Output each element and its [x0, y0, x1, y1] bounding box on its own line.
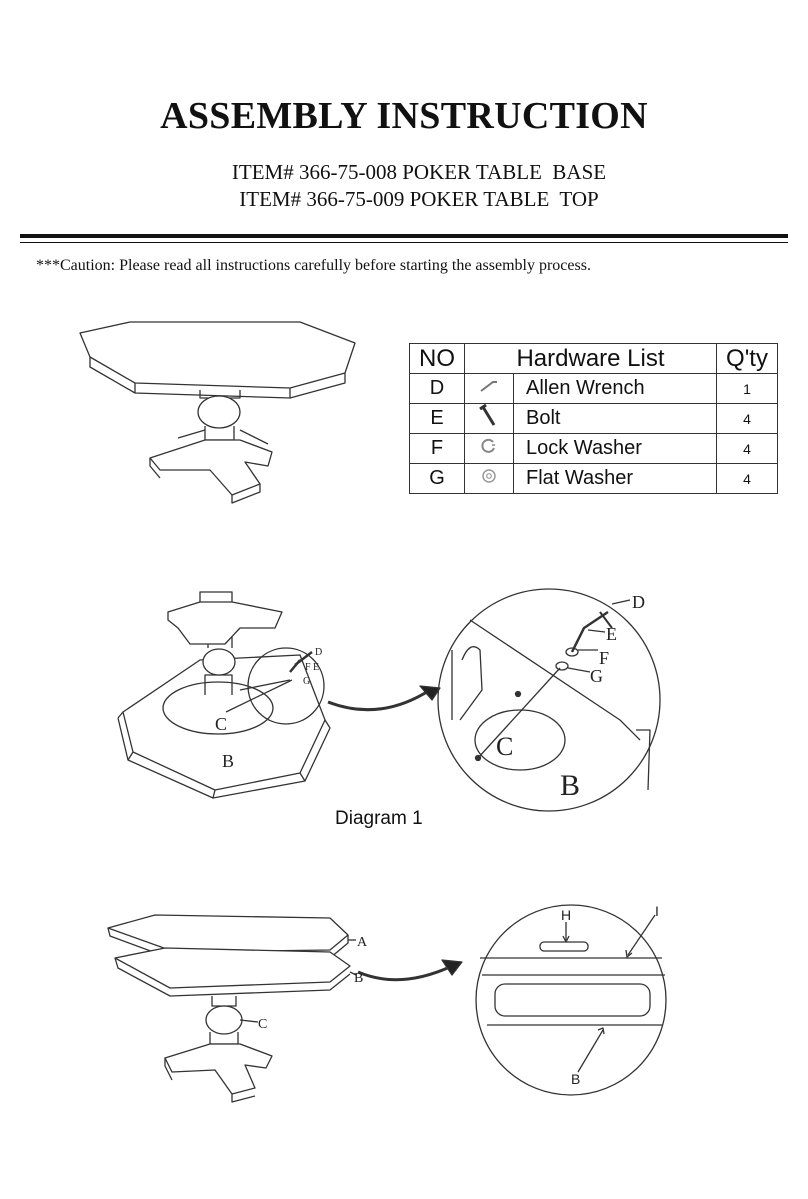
hardware-no: F [410, 434, 465, 464]
page-title: ASSEMBLY INSTRUCTION [160, 95, 648, 137]
item-base-line: ITEM# 366-75-008 POKER TABLE BASE [231, 160, 607, 184]
zoom1-label-e: E [606, 624, 617, 644]
zoom2-label-b: B [571, 1071, 581, 1087]
zoom1-label-b: B [560, 769, 581, 802]
hardware-qty: 4 [717, 464, 778, 494]
diagram2-label-c: C [258, 1017, 268, 1032]
zoom1-label-f: F [599, 648, 610, 668]
diagram2-zoom-detail [476, 905, 666, 1095]
hardware-no: D [410, 374, 465, 404]
hardware-qty: 4 [717, 404, 778, 434]
assembled-table-illustration [80, 322, 355, 503]
diagram1-label-e: E [313, 662, 320, 673]
item-top-line: ITEM# 366-75-009 POKER TABLE TOP [239, 187, 599, 211]
diagram1-label-d: D [315, 647, 323, 658]
zoom1-label-g: G [590, 666, 603, 686]
diagram1-zoom-detail [438, 589, 660, 811]
col-qty-header: Q'ty [717, 344, 778, 374]
zoom1-label-c: C [496, 732, 514, 761]
hardware-name: Flat Washer [514, 464, 717, 494]
diagram1-label-f: F [305, 662, 311, 673]
hardware-name: Allen Wrench [514, 374, 717, 404]
diagram2-label-b: B [354, 971, 364, 986]
col-no-header: NO [410, 344, 465, 374]
zoom2-label-h: H [561, 907, 572, 923]
hardware-qty: 4 [717, 434, 778, 464]
zoom1-label-d: D [632, 592, 645, 612]
diagram2-label-a: A [357, 935, 368, 950]
hardware-name: Bolt [514, 404, 717, 434]
diagram2-illustration [108, 915, 356, 1102]
diagram1-caption: Diagram 1 [335, 808, 423, 829]
hardware-name: Lock Washer [514, 434, 717, 464]
caution-note: ***Caution: Please read all instructions carefully before starting the assembly process. [36, 257, 591, 274]
hardware-qty: 1 [717, 374, 778, 404]
hardware-no: E [410, 404, 465, 434]
diagram1-label-b: B [222, 751, 235, 771]
zoom2-label-i: I [655, 903, 659, 919]
diagram1-label-c: C [215, 714, 228, 734]
hardware-no: G [410, 464, 465, 494]
diagram1-label-g: G [303, 676, 311, 687]
col-hardware-list-header: Hardware List [465, 344, 717, 374]
